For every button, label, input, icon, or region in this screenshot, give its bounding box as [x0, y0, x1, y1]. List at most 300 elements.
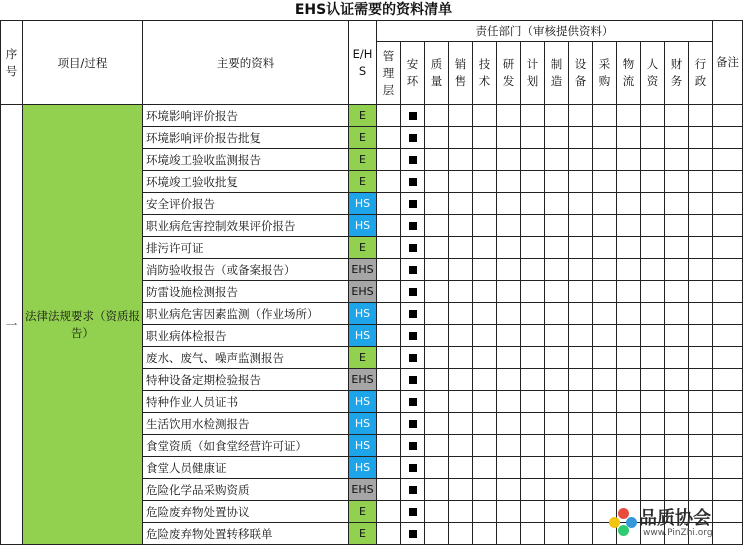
dept-cell: [689, 347, 713, 369]
header-dept: 采购: [593, 42, 617, 105]
remark-cell: [713, 105, 743, 127]
responsible-mark-icon: [409, 420, 417, 428]
dept-cell: [569, 347, 593, 369]
dept-cell: [425, 193, 449, 215]
watermark-name: 品质协会: [639, 508, 711, 529]
dept-cell: [377, 523, 401, 545]
dept-cell: [545, 303, 569, 325]
dept-cell: [617, 479, 641, 501]
dept-cell: [617, 237, 641, 259]
dept-cell: [473, 325, 497, 347]
dept-cell: [689, 281, 713, 303]
document-table: [0, 20, 743, 545]
dept-cell: [401, 369, 425, 391]
dept-cell: [377, 149, 401, 171]
dept-cell: [521, 303, 545, 325]
dept-cell: [449, 237, 473, 259]
dept-cell: [449, 303, 473, 325]
header-dept: 财务: [665, 42, 689, 105]
dept-cell: [497, 523, 521, 545]
dept-cell: [641, 105, 665, 127]
dept-cell: [545, 215, 569, 237]
dept-cell: [617, 259, 641, 281]
dept-cell: [449, 435, 473, 457]
responsible-mark-icon: [409, 398, 417, 406]
dept-cell: [449, 127, 473, 149]
material-name: 危险废弃物处置协议: [143, 501, 349, 523]
remark-cell: [713, 347, 743, 369]
dept-cell: [569, 479, 593, 501]
dept-cell: [449, 457, 473, 479]
material-name: 食堂人员健康证: [143, 457, 349, 479]
dept-cell: [425, 171, 449, 193]
dept-cell: [569, 105, 593, 127]
dept-cell: [425, 303, 449, 325]
dept-cell: [665, 303, 689, 325]
dept-cell: [689, 215, 713, 237]
dept-cell: [377, 303, 401, 325]
dept-cell: [377, 457, 401, 479]
dept-cell: [377, 193, 401, 215]
section-project: 法律法规要求（资质报告）: [23, 105, 143, 545]
dept-cell: [401, 215, 425, 237]
dept-cell: [569, 281, 593, 303]
dept-cell: [617, 457, 641, 479]
remark-cell: [713, 479, 743, 501]
ehs-category: E: [349, 523, 377, 545]
dept-cell: [473, 281, 497, 303]
dept-cell: [425, 259, 449, 281]
responsible-mark-icon: [409, 376, 417, 384]
dept-cell: [425, 149, 449, 171]
dept-cell: [425, 479, 449, 501]
dept-cell: [641, 391, 665, 413]
dept-cell: [497, 413, 521, 435]
material-name: 消防验收报告（或备案报告）: [143, 259, 349, 281]
dept-cell: [521, 391, 545, 413]
header-dept-group: 责任部门（审核提供资料）: [377, 21, 713, 42]
dept-cell: [521, 193, 545, 215]
dept-cell: [665, 105, 689, 127]
remark-cell: [713, 391, 743, 413]
dept-cell: [377, 281, 401, 303]
dept-cell: [617, 149, 641, 171]
dept-cell: [617, 303, 641, 325]
dept-cell: [689, 457, 713, 479]
dept-cell: [449, 369, 473, 391]
responsible-mark-icon: [409, 310, 417, 318]
dept-cell: [617, 347, 641, 369]
dept-cell: [497, 149, 521, 171]
responsible-mark-icon: [409, 464, 417, 472]
responsible-mark-icon: [409, 530, 417, 538]
material-list: [1, 105, 743, 545]
dept-cell: [593, 457, 617, 479]
dept-cell: [545, 171, 569, 193]
remark-cell: [713, 369, 743, 391]
dept-cell: [521, 171, 545, 193]
dept-cell: [497, 435, 521, 457]
dept-cell: [497, 259, 521, 281]
material-name: 防雷设施检测报告: [143, 281, 349, 303]
dept-cell: [521, 457, 545, 479]
watermark-logo: [609, 504, 739, 542]
dept-cell: [473, 479, 497, 501]
dept-cell: [545, 127, 569, 149]
remark-cell: [713, 457, 743, 479]
dept-cell: [689, 259, 713, 281]
dept-cell: [689, 171, 713, 193]
dept-cell: [641, 413, 665, 435]
dept-cell: [593, 325, 617, 347]
dept-cell: [545, 369, 569, 391]
dept-cell: [449, 149, 473, 171]
dept-cell: [497, 127, 521, 149]
header-dept: 质量: [425, 42, 449, 105]
dept-cell: [689, 413, 713, 435]
header-dept: 安环: [401, 42, 425, 105]
dept-cell: [617, 105, 641, 127]
remark-cell: [713, 303, 743, 325]
dept-cell: [401, 435, 425, 457]
remark-cell: [713, 281, 743, 303]
header-dept: 设备: [569, 42, 593, 105]
dept-cell: [641, 325, 665, 347]
dept-cell: [473, 523, 497, 545]
dept-cell: [569, 457, 593, 479]
dept-cell: [425, 347, 449, 369]
dept-cell: [521, 435, 545, 457]
dept-cell: [449, 105, 473, 127]
dept-cell: [569, 391, 593, 413]
dept-cell: [689, 369, 713, 391]
dept-cell: [401, 391, 425, 413]
dept-cell: [377, 413, 401, 435]
dept-cell: [377, 501, 401, 523]
responsible-mark-icon: [409, 112, 417, 120]
dept-cell: [497, 501, 521, 523]
ehs-category: HS: [349, 413, 377, 435]
dept-cell: [377, 127, 401, 149]
table-row: [1, 105, 743, 127]
dept-cell: [377, 435, 401, 457]
dept-cell: [497, 281, 521, 303]
dept-cell: [449, 259, 473, 281]
header-seq: 序号: [1, 21, 23, 105]
dept-cell: [401, 105, 425, 127]
dept-cell: [665, 347, 689, 369]
dept-cell: [473, 259, 497, 281]
ehs-category: EHS: [349, 369, 377, 391]
dept-cell: [617, 193, 641, 215]
dept-cell: [473, 303, 497, 325]
remark-cell: [713, 193, 743, 215]
dept-cell: [545, 457, 569, 479]
responsible-mark-icon: [409, 222, 417, 230]
dept-cell: [545, 281, 569, 303]
dept-cell: [449, 325, 473, 347]
dept-cell: [545, 325, 569, 347]
material-name: 食堂资质（如食堂经营许可证）: [143, 435, 349, 457]
dept-cell: [689, 303, 713, 325]
dept-cell: [641, 215, 665, 237]
material-name: 职业病危害因素监测（作业场所）: [143, 303, 349, 325]
dept-cell: [425, 391, 449, 413]
dept-cell: [473, 347, 497, 369]
dept-cell: [401, 457, 425, 479]
dept-cell: [569, 523, 593, 545]
dept-cell: [377, 347, 401, 369]
dept-cell: [545, 347, 569, 369]
dept-cell: [377, 325, 401, 347]
dept-cell: [473, 369, 497, 391]
material-name: 排污许可证: [143, 237, 349, 259]
dept-cell: [425, 501, 449, 523]
dept-cell: [425, 435, 449, 457]
dept-cell: [593, 259, 617, 281]
dept-cell: [689, 237, 713, 259]
dept-cell: [521, 325, 545, 347]
dept-cell: [569, 435, 593, 457]
header-ehs: E/HS: [349, 21, 377, 105]
header-dept: 人资: [641, 42, 665, 105]
dept-cell: [425, 237, 449, 259]
dept-cell: [425, 413, 449, 435]
dept-cell: [569, 413, 593, 435]
dept-cell: [641, 369, 665, 391]
dept-cell: [641, 347, 665, 369]
dept-cell: [473, 127, 497, 149]
dept-cell: [641, 303, 665, 325]
material-name: 危险废弃物处置转移联单: [143, 523, 349, 545]
dept-cell: [473, 215, 497, 237]
dept-cell: [401, 281, 425, 303]
dept-cell: [425, 215, 449, 237]
dept-cell: [401, 237, 425, 259]
section-seq: 一: [1, 105, 23, 545]
dept-cell: [545, 193, 569, 215]
material-name: 职业病体检报告: [143, 325, 349, 347]
header-dept: 制造: [545, 42, 569, 105]
dept-cell: [593, 435, 617, 457]
remark-cell: [713, 413, 743, 435]
dept-cell: [593, 413, 617, 435]
dept-cell: [473, 105, 497, 127]
responsible-mark-icon: [409, 244, 417, 252]
dept-cell: [689, 127, 713, 149]
dept-cell: [665, 325, 689, 347]
dept-cell: [545, 523, 569, 545]
remark-cell: [713, 435, 743, 457]
ehs-category: EHS: [349, 259, 377, 281]
dept-cell: [401, 501, 425, 523]
dept-cell: [497, 457, 521, 479]
dept-cell: [665, 479, 689, 501]
dept-cell: [641, 237, 665, 259]
watermark-url: www.PinZhi.org: [643, 528, 713, 538]
dept-cell: [521, 479, 545, 501]
dept-cell: [617, 215, 641, 237]
dept-cell: [569, 215, 593, 237]
dept-cell: [569, 171, 593, 193]
dept-cell: [641, 127, 665, 149]
dept-cell: [377, 237, 401, 259]
responsible-mark-icon: [409, 178, 417, 186]
ehs-category: E: [349, 347, 377, 369]
dept-cell: [665, 127, 689, 149]
dept-cell: [593, 105, 617, 127]
dept-cell: [641, 281, 665, 303]
ehs-category: HS: [349, 457, 377, 479]
dept-cell: [569, 127, 593, 149]
dept-cell: [665, 149, 689, 171]
dept-cell: [377, 369, 401, 391]
dept-cell: [665, 457, 689, 479]
dept-cell: [497, 479, 521, 501]
dept-cell: [377, 259, 401, 281]
dept-cell: [521, 237, 545, 259]
dept-cell: [497, 369, 521, 391]
ehs-category: E: [349, 127, 377, 149]
dept-cell: [617, 391, 641, 413]
dept-cell: [593, 237, 617, 259]
dept-cell: [473, 413, 497, 435]
dept-cell: [689, 149, 713, 171]
dept-cell: [473, 237, 497, 259]
dept-cell: [377, 391, 401, 413]
dept-cell: [593, 303, 617, 325]
dept-cell: [545, 259, 569, 281]
dept-cell: [401, 149, 425, 171]
responsible-mark-icon: [409, 288, 417, 296]
header-dept: 物流: [617, 42, 641, 105]
responsible-mark-icon: [409, 200, 417, 208]
ehs-category: HS: [349, 303, 377, 325]
dept-cell: [377, 215, 401, 237]
header-dept: 研发: [497, 42, 521, 105]
dept-cell: [665, 259, 689, 281]
dept-cell: [569, 237, 593, 259]
dept-cell: [401, 193, 425, 215]
material-name: 特种作业人员证书: [143, 391, 349, 413]
flower-icon: [609, 508, 637, 536]
dept-cell: [401, 127, 425, 149]
responsible-mark-icon: [409, 266, 417, 274]
remark-cell: [713, 127, 743, 149]
remark-cell: [713, 259, 743, 281]
dept-cell: [425, 325, 449, 347]
dept-cell: [521, 347, 545, 369]
dept-cell: [617, 413, 641, 435]
header-dept: 技术: [473, 42, 497, 105]
material-name: 环境影响评价报告: [143, 105, 349, 127]
dept-cell: [569, 501, 593, 523]
dept-cell: [497, 347, 521, 369]
dept-cell: [569, 193, 593, 215]
dept-cell: [593, 369, 617, 391]
ehs-category: E: [349, 105, 377, 127]
dept-cell: [689, 193, 713, 215]
dept-cell: [641, 435, 665, 457]
dept-cell: [593, 347, 617, 369]
dept-cell: [425, 369, 449, 391]
dept-cell: [401, 347, 425, 369]
dept-cell: [641, 171, 665, 193]
dept-cell: [593, 171, 617, 193]
ehs-category: HS: [349, 215, 377, 237]
dept-cell: [401, 479, 425, 501]
dept-cell: [449, 215, 473, 237]
ehs-category: E: [349, 149, 377, 171]
dept-cell: [641, 193, 665, 215]
dept-cell: [521, 281, 545, 303]
dept-cell: [665, 281, 689, 303]
dept-cell: [401, 325, 425, 347]
remark-cell: [713, 149, 743, 171]
responsible-mark-icon: [409, 156, 417, 164]
remark-cell: [713, 215, 743, 237]
dept-cell: [545, 149, 569, 171]
dept-cell: [473, 457, 497, 479]
dept-cell: [449, 479, 473, 501]
dept-cell: [377, 171, 401, 193]
dept-cell: [641, 259, 665, 281]
dept-cell: [617, 369, 641, 391]
dept-cell: [593, 281, 617, 303]
dept-cell: [521, 127, 545, 149]
ehs-category: EHS: [349, 479, 377, 501]
dept-cell: [521, 369, 545, 391]
dept-cell: [545, 479, 569, 501]
dept-cell: [593, 479, 617, 501]
header-dept: 计划: [521, 42, 545, 105]
dept-cell: [521, 501, 545, 523]
dept-cell: [401, 259, 425, 281]
dept-cell: [449, 193, 473, 215]
dept-cell: [689, 391, 713, 413]
dept-cell: [689, 435, 713, 457]
dept-cell: [617, 325, 641, 347]
dept-cell: [521, 523, 545, 545]
material-name: 安全评价报告: [143, 193, 349, 215]
dept-cell: [665, 171, 689, 193]
dept-cell: [617, 171, 641, 193]
dept-cell: [473, 435, 497, 457]
header-material: 主要的资料: [143, 21, 349, 105]
dept-cell: [449, 501, 473, 523]
dept-cell: [665, 193, 689, 215]
dept-cell: [569, 259, 593, 281]
dept-cell: [425, 105, 449, 127]
dept-cell: [449, 281, 473, 303]
responsible-mark-icon: [409, 508, 417, 516]
dept-cell: [593, 215, 617, 237]
dept-cell: [401, 523, 425, 545]
ehs-category: E: [349, 237, 377, 259]
material-name: 废水、废气、噪声监测报告: [143, 347, 349, 369]
remark-cell: [713, 325, 743, 347]
dept-cell: [497, 325, 521, 347]
material-name: 特种设备定期检验报告: [143, 369, 349, 391]
dept-cell: [497, 105, 521, 127]
dept-cell: [497, 391, 521, 413]
dept-cell: [497, 303, 521, 325]
dept-cell: [569, 369, 593, 391]
dept-cell: [473, 501, 497, 523]
remark-cell: [713, 237, 743, 259]
material-name: 环境竣工验收监测报告: [143, 149, 349, 171]
dept-cell: [593, 391, 617, 413]
